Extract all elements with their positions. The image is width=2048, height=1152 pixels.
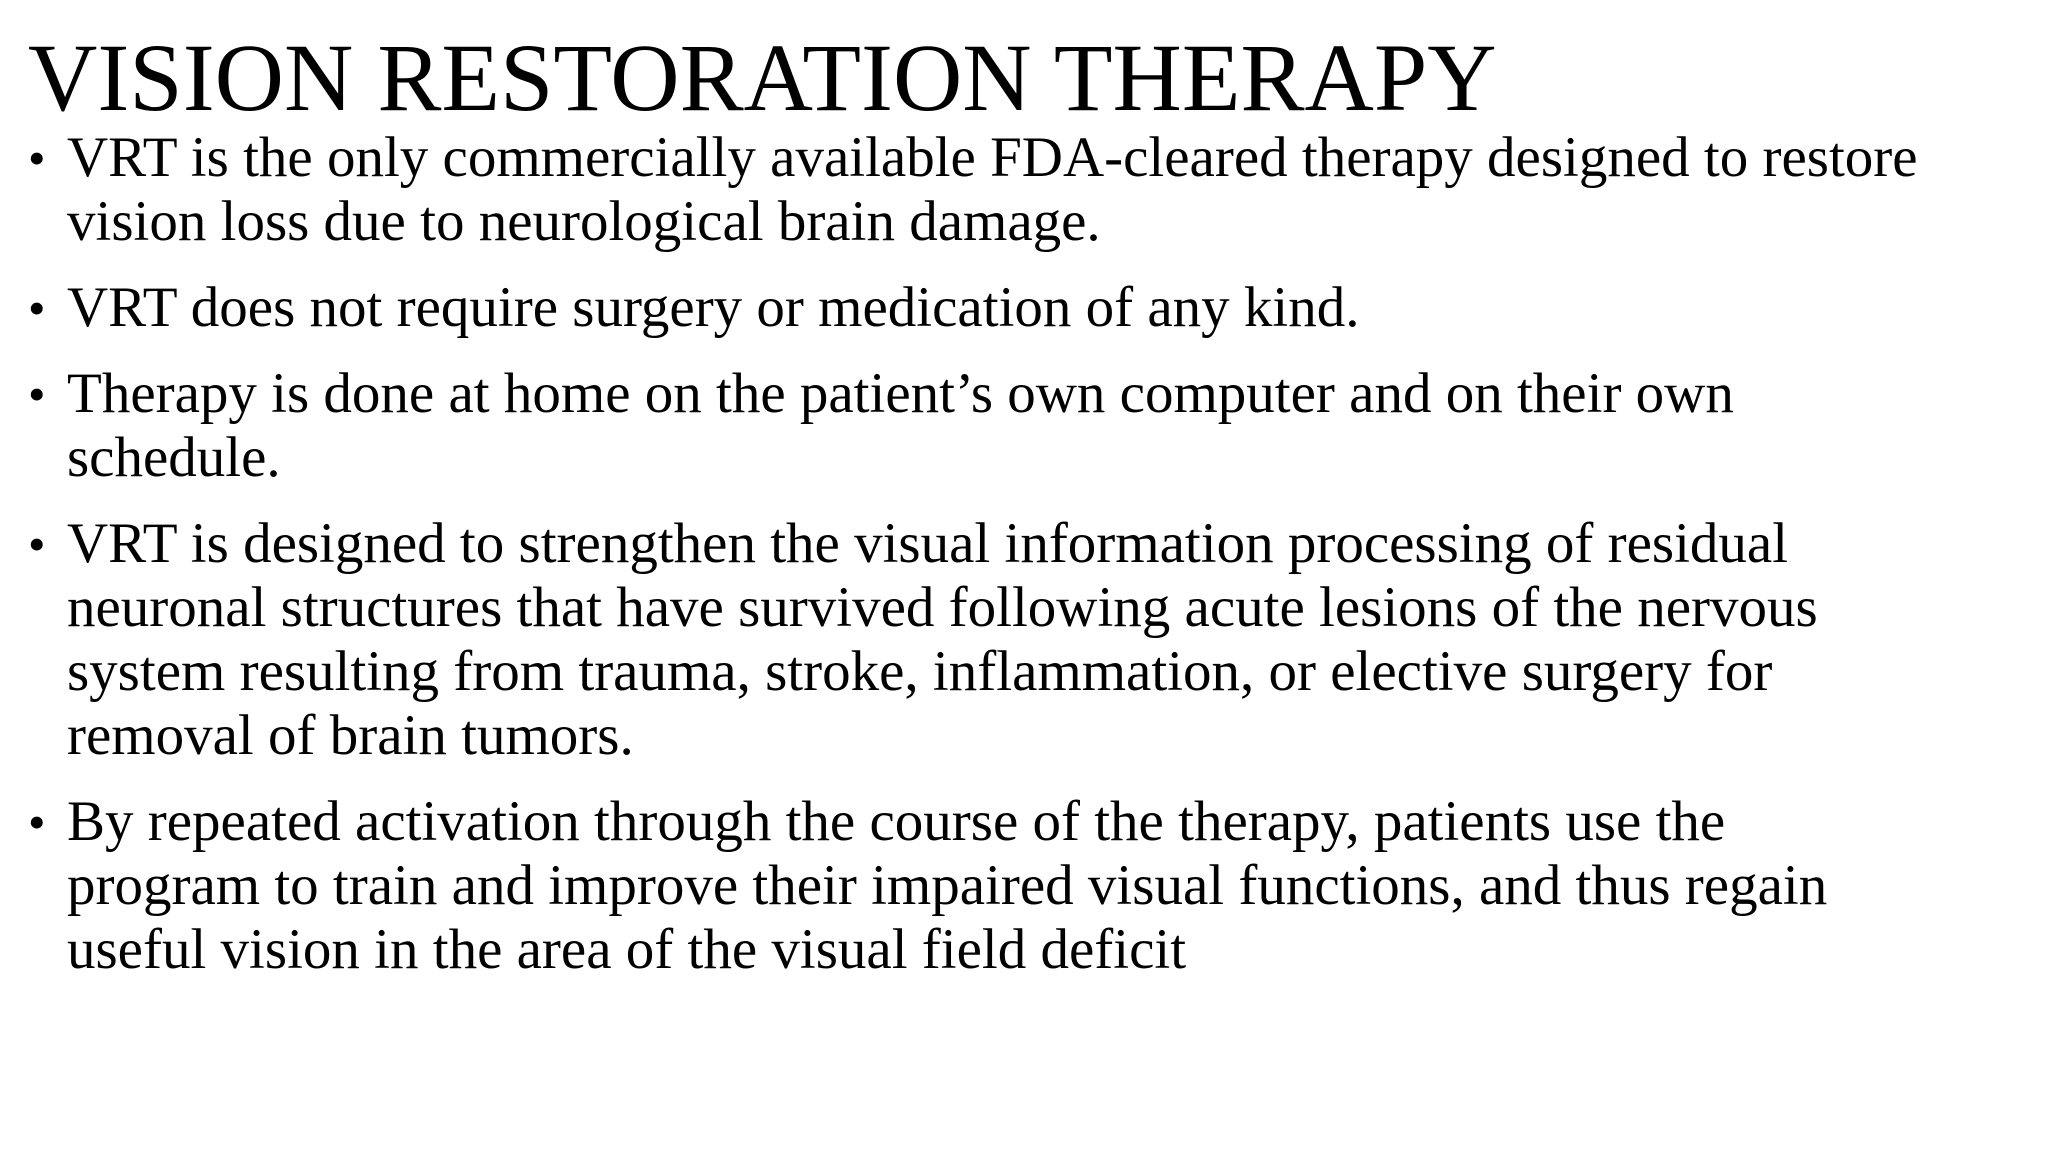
bullet-item: [28, 512, 2038, 768]
bullet-item: [28, 790, 2038, 982]
bullet-item: [28, 362, 2038, 490]
bullet-line: vision loss due to neurological brain damage.: [67, 190, 1101, 253]
bullet-text: [67, 362, 2038, 490]
bullet-text: [67, 276, 2038, 340]
bullet-icon: •: [28, 794, 46, 850]
bullet-item: [28, 276, 2038, 340]
bullet-icon: •: [28, 516, 46, 572]
bullet-icon: •: [28, 366, 46, 422]
bullet-line: VRT is designed to strengthen the visual information processing of residual: [67, 512, 1789, 575]
bullet-icon: •: [28, 280, 46, 336]
bullet-icon: •: [28, 130, 46, 186]
slide-title: VISION RESTORATION THERAPY: [28, 24, 1497, 131]
bullet-line: removal of brain tumors.: [67, 704, 634, 767]
bullet-item: [28, 126, 2038, 254]
bullet-line: Therapy is done at home on the patient’s own computer and on their own: [67, 362, 1734, 425]
bullet-list: [28, 126, 2038, 1004]
bullet-line: By repeated activation through the course of the therapy, patients use the: [67, 790, 1726, 853]
bullet-line: program to train and improve their impaired visual functions, and thus regain: [67, 854, 1828, 917]
bullet-text: [67, 126, 2038, 254]
bullet-line: neuronal structures that have survived following acute lesions of the nervous: [67, 576, 1818, 639]
bullet-line: VRT does not require surgery or medication of any kind.: [67, 276, 1360, 339]
bullet-text: [67, 512, 2038, 768]
bullet-text: [67, 790, 2038, 982]
bullet-line: schedule.: [67, 426, 281, 489]
bullet-line: VRT is the only commercially available FDA-cleared therapy designed to restore: [67, 126, 1918, 189]
bullet-line: system resulting from trauma, stroke, inflammation, or elective surgery for: [67, 640, 1773, 703]
bullet-line: useful vision in the area of the visual field deficit: [67, 918, 1187, 981]
